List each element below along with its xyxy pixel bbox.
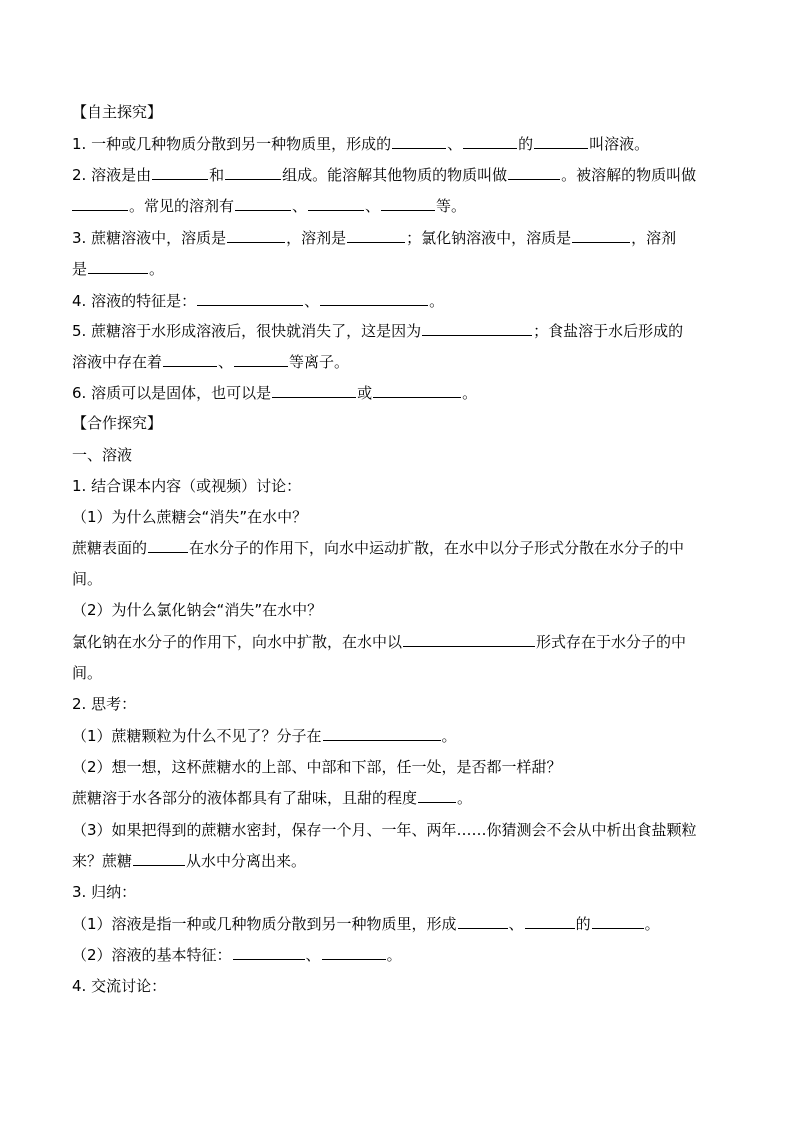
question-text: 溶液是由 — [91, 166, 152, 184]
question-text: 来？蔗糖 — [72, 852, 133, 870]
question-text: 。 — [462, 384, 478, 402]
question-text: 3. 归纳： — [72, 883, 137, 901]
question-number: 6. — [72, 384, 87, 402]
self-question-2-line-1 — [72, 165, 732, 185]
answer-blank[interactable] — [197, 291, 303, 306]
question-text: 蔗糖溶于水形成溶液后，很快就消失了，这是因为 — [91, 322, 422, 340]
question-text: ，溶剂是 — [286, 229, 347, 247]
question-text: （2）想一想，这杯蔗糖水的上部、中部和下部，任一处，是否都一样甜？ — [72, 758, 562, 776]
answer-blank[interactable] — [534, 134, 588, 149]
question-text: ；食盐溶于水后形成的 — [533, 322, 684, 340]
answer-blank[interactable] — [133, 851, 185, 866]
coop-question-1-sub-1-title — [72, 507, 732, 527]
question-text: （2）溶液的基本特征： — [72, 946, 232, 964]
coop-question-1-sub-2-line-1 — [72, 632, 732, 652]
question-text: 。 — [149, 260, 165, 278]
question-text: 或 — [357, 384, 373, 402]
question-text: 。被溶解的物质叫做 — [561, 166, 697, 184]
answer-blank[interactable] — [148, 538, 188, 553]
answer-blank[interactable] — [308, 196, 364, 211]
question-text: 组成。能溶解其他物质的物质叫做 — [282, 166, 508, 184]
question-text: 等。 — [436, 197, 467, 215]
question-text: 等离子。 — [289, 353, 350, 371]
subsection-heading-solution — [72, 445, 732, 465]
self-question-1 — [72, 134, 732, 154]
answer-blank[interactable] — [225, 165, 281, 180]
question-number: 5. — [72, 322, 87, 340]
question-text: 一种或几种物质分散到另一种物质里，形成的 — [91, 135, 392, 153]
subsection-heading-text: 一、溶液 — [72, 446, 133, 464]
self-question-4 — [72, 291, 732, 311]
question-text: 。 — [644, 915, 660, 933]
question-text: 、 — [508, 915, 524, 933]
answer-blank[interactable] — [233, 945, 305, 960]
section-heading-text: 【自主探究】 — [72, 103, 163, 121]
question-text: （1）为什么蔗糖会“消失”在水中？ — [72, 508, 308, 526]
coop-question-3-title — [72, 882, 732, 902]
question-text: 。 — [386, 946, 402, 964]
section-heading-self-study — [72, 102, 732, 122]
section-heading-text: 【合作探究】 — [72, 414, 163, 432]
question-text: （1）溶液是指一种或几种物质分散到另一种物质里，形成 — [72, 915, 457, 933]
question-number: 1. — [72, 135, 87, 153]
coop-question-2-sub-1 — [72, 726, 732, 746]
question-number: 4. — [72, 292, 87, 310]
answer-blank[interactable] — [373, 383, 461, 398]
coop-question-1-sub-1-line-2 — [72, 569, 732, 589]
coop-question-3-sub-2 — [72, 945, 732, 965]
answer-blank[interactable] — [322, 945, 386, 960]
question-text: 、 — [218, 353, 234, 371]
question-text: 2. 思考： — [72, 695, 137, 713]
coop-question-1-sub-1-line-1 — [72, 538, 732, 558]
question-text: 、 — [365, 197, 381, 215]
question-text: 叫溶液。 — [589, 135, 650, 153]
coop-question-1-sub-2-title — [72, 600, 732, 620]
coop-question-1-sub-2-line-2 — [72, 663, 732, 683]
question-text: 间。 — [72, 664, 103, 682]
answer-blank[interactable] — [163, 352, 217, 367]
question-text: 、 — [292, 197, 308, 215]
question-text: 蔗糖表面的 — [72, 539, 148, 557]
answer-blank[interactable] — [235, 196, 291, 211]
question-text: （1）蔗糖颗粒为什么不见了？分子在 — [72, 727, 322, 745]
answer-blank[interactable] — [72, 196, 128, 211]
question-text: 氯化钠在水分子的作用下，向水中扩散，在水中以 — [72, 633, 403, 651]
question-text: 、 — [447, 135, 463, 153]
question-text: 蔗糖溶液中，溶质是 — [91, 229, 227, 247]
self-question-2-line-2 — [72, 196, 732, 216]
question-text: 的 — [575, 915, 591, 933]
answer-blank[interactable] — [422, 321, 532, 336]
question-text: 。 — [457, 789, 473, 807]
answer-blank[interactable] — [392, 134, 446, 149]
answer-blank[interactable] — [418, 788, 456, 803]
question-text: 是 — [72, 260, 88, 278]
section-heading-coop-study — [72, 413, 732, 433]
answer-blank[interactable] — [463, 134, 517, 149]
answer-blank[interactable] — [152, 165, 208, 180]
question-text: （3）如果把得到的蔗糖水密封，保存一个月、一年、两年……你猜测会不会从中析出食盐颗粒 — [72, 821, 697, 839]
coop-question-4-title — [72, 976, 732, 996]
question-text: 4. 交流讨论： — [72, 977, 167, 995]
question-text: ；氯化钠溶液中，溶质是 — [406, 229, 572, 247]
coop-question-2-sub-3-title — [72, 820, 732, 840]
answer-blank[interactable] — [347, 228, 405, 243]
coop-question-2-sub-2-line — [72, 788, 732, 808]
answer-blank[interactable] — [525, 914, 575, 929]
question-text: 1. 结合课本内容（或视频）讨论： — [72, 477, 302, 495]
coop-question-2-sub-2-title — [72, 757, 732, 777]
question-text: 。 — [429, 292, 445, 310]
coop-question-2-title — [72, 694, 732, 714]
answer-blank[interactable] — [88, 259, 148, 274]
answer-blank[interactable] — [323, 726, 441, 741]
self-question-3-line-2 — [72, 259, 732, 279]
question-text: 溶液的特征是： — [91, 292, 197, 310]
self-question-5-line-2 — [72, 352, 732, 372]
question-text: 、 — [305, 946, 321, 964]
answer-blank[interactable] — [381, 196, 435, 211]
question-text: 形式存在于水分子的中 — [536, 633, 687, 651]
question-text: 间。 — [72, 570, 103, 588]
question-text: 溶液中存在着 — [72, 353, 163, 371]
question-text: 、 — [304, 292, 320, 310]
self-question-5-line-1 — [72, 321, 732, 341]
question-text: 溶质可以是固体，也可以是 — [91, 384, 272, 402]
self-question-3-line-1 — [72, 228, 732, 248]
answer-blank[interactable] — [234, 352, 288, 367]
question-text: 。常见的溶剂有 — [129, 197, 235, 215]
coop-question-1-title — [72, 476, 732, 496]
answer-blank[interactable] — [403, 632, 535, 647]
question-text: ，溶剂 — [631, 229, 677, 247]
question-text: 的 — [518, 135, 534, 153]
coop-question-3-sub-1 — [72, 914, 732, 934]
question-number: 3. — [72, 229, 87, 247]
question-text: 蔗糖溶于水各部分的液体都具有了甜味，且甜的程度 — [72, 789, 418, 807]
coop-question-2-sub-3-line — [72, 851, 732, 871]
question-text: 从水中分离出来。 — [186, 852, 307, 870]
question-text: （2）为什么氯化钠会“消失”在水中？ — [72, 601, 323, 619]
question-number: 2. — [72, 166, 87, 184]
self-question-6 — [72, 383, 732, 403]
answer-blank[interactable] — [272, 383, 356, 398]
answer-blank[interactable] — [227, 228, 285, 243]
answer-blank[interactable] — [320, 291, 428, 306]
question-text: 和 — [209, 166, 225, 184]
answer-blank[interactable] — [458, 914, 508, 929]
question-text: 在水分子的作用下，向水中运动扩散，在水中以分子形式分散在水分子的中 — [189, 539, 685, 557]
answer-blank[interactable] — [592, 914, 644, 929]
answer-blank[interactable] — [508, 165, 560, 180]
answer-blank[interactable] — [572, 228, 630, 243]
question-text: 。 — [441, 727, 457, 745]
